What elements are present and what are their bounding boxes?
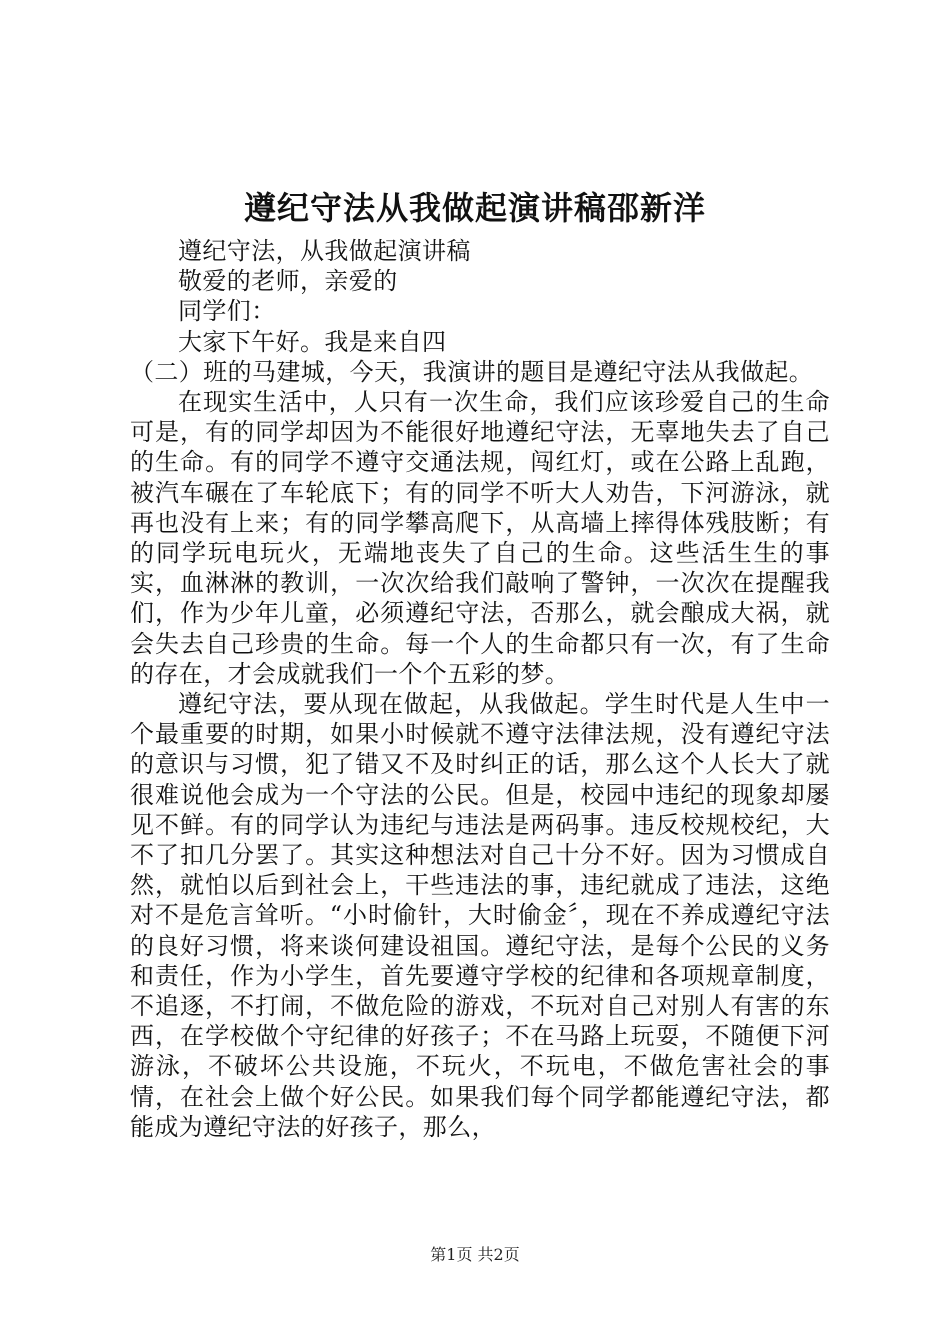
greeting-line: 大家下午好。我是来自四 bbox=[178, 327, 447, 356]
paragraph-2: 遵纪守法，要从现在做起，从我做起。学生时代是人生中一个最重要的时期，如果小时候就不遵守法律法规，没有遵纪守法的意识与习惯，犯了错又不及时纠正的话，那么这个人长大了就很难说他会成为一个守法的公民。但是，校园中违纪的现象却屡见不鲜。有的同学认为违纪与违法是两码事。违反校规校纪，大不了扣几分罢了。其实这种想法对自己十分不好。因为习惯成自然，就怕以后到社会上，干些违法的事，违纪就成了违法，这绝对不是危言耸听。“小时偷针，大时偷金〞，现在不养成遵纪守法的良好习惯，将来谈何建设祖国。遵纪守法，是每个公民的义务和责任，作为小学生，首先要遵守学校的纪律和各项规章制度，不追逐，不打闹，不做危险的游戏，不玩对自己对别人有害的东西，在学校做个守纪律的好孩子；不在马路上玩耍，不随便下河游泳，不破坏公共设施，不玩火，不玩电，不做危害社会的事情，在社会上做个好公民。如果我们每个同学都能遵纪守法，都能成为遵纪守法的好孩子，那么， bbox=[130, 690, 830, 1141]
document-body bbox=[130, 236, 830, 1142]
page-number-footer: 第1页 共2页 bbox=[430, 1245, 520, 1264]
speech-heading-line: 遵纪守法，从我做起演讲稿 bbox=[178, 237, 471, 265]
paragraph-1: 在现实生活中，人只有一次生命，我们应该珍爱自己的生命可是，有的同学却因为不能很好地遵纪守法，无辜地失去了自己的生命。有的同学不遵守交通法规，闯红灯，或在公路上乱跑，被汽车碾在了车轮底下；有的同学不听大人劝告，下河游泳，就再也没有上来；有的同学攀高爬下，从高墙上摔得体残肢断；有的同学玩电玩火，无端地丧失了自己的生命。这些活生生的事实，血淋淋的教训，一次次给我们敲响了警钟，一次次在提醒我们，作为少年儿童，必须遵纪守法，否那么，就会酿成大祸，就会失去自己珍贵的生命。每一个人的生命都只有一次，有了生命的存在，才会成就我们一个个五彩的梦。 bbox=[130, 388, 830, 688]
salutation-line-2: 同学们： bbox=[178, 297, 276, 326]
document-title: 遵纪守法从我做起演讲稿邵新洋 bbox=[243, 189, 706, 227]
salutation-line-1: 敬爱的老师，亲爱的 bbox=[178, 267, 398, 296]
introduction-line: （二）班的马建城，今天，我演讲的题目是遵纪守法从我做起。 bbox=[130, 357, 814, 386]
